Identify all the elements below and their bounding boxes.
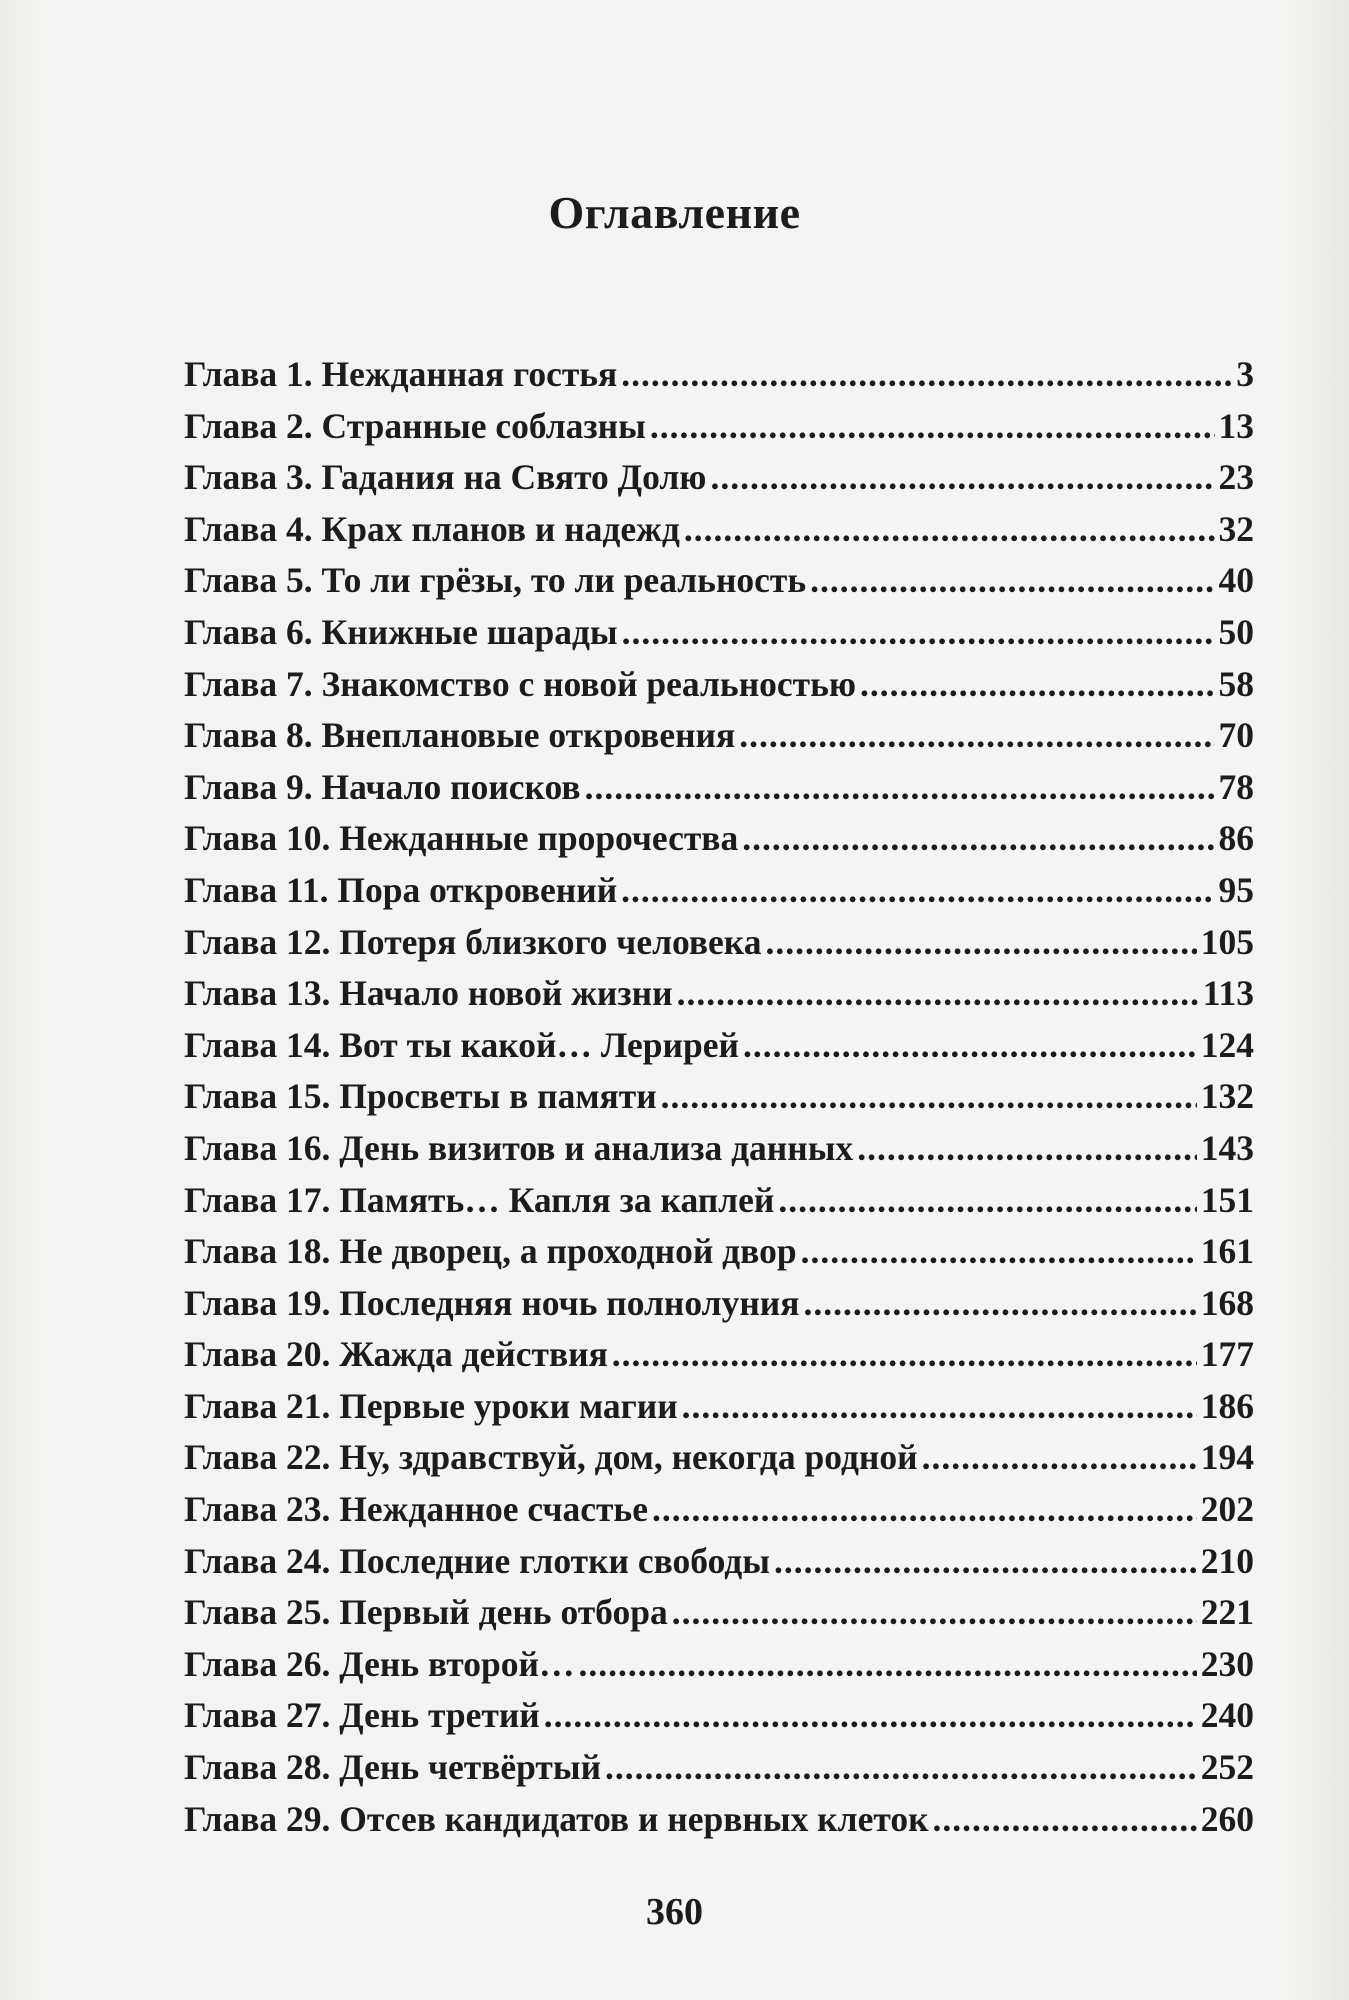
dot-leader	[605, 1746, 1197, 1782]
toc-entry-title: Глава 13. Начало новой жизни	[184, 973, 673, 1014]
toc-entry-page: 95	[1218, 869, 1254, 910]
dot-leader	[621, 869, 1214, 905]
toc-entry	[184, 766, 1254, 818]
toc-entry-title: Глава 22. Ну, здравствуй, дом, некогда родной	[184, 1437, 918, 1478]
toc-entry	[184, 972, 1254, 1024]
dot-leader	[933, 1798, 1197, 1834]
toc-entry-page: 86	[1218, 818, 1254, 859]
toc-entry-title: Глава 15. Просветы в памяти	[184, 1076, 657, 1117]
toc-entry-title: Глава 9. Начало поисков	[184, 766, 581, 807]
toc-entry	[184, 1024, 1254, 1076]
dot-leader	[743, 1024, 1197, 1060]
toc-entry-page: 40	[1218, 560, 1254, 601]
toc-entry-page: 58	[1218, 663, 1254, 704]
toc-entry-title: Глава 5. То ли грёзы, то ли реальность	[184, 560, 807, 601]
dot-leader	[857, 1127, 1197, 1163]
toc-entry-page: 105	[1200, 921, 1254, 962]
toc-entry-page: 132	[1200, 1076, 1254, 1117]
toc-entry-page: 230	[1200, 1643, 1254, 1684]
toc-entry	[184, 714, 1254, 766]
toc-entry-title: Глава 29. Отсев кандидатов и нервных клеток	[184, 1798, 929, 1839]
toc-entry-page: 50	[1218, 611, 1254, 652]
toc-entry	[184, 1179, 1254, 1231]
toc-entry	[184, 1643, 1254, 1695]
toc-entry-page: 221	[1200, 1592, 1254, 1633]
toc-entry-page: 13	[1218, 405, 1254, 446]
dot-leader	[544, 1694, 1197, 1730]
dot-leader	[742, 817, 1214, 853]
toc-entry-title: Глава 10. Нежданные пророчества	[184, 818, 739, 859]
dot-leader	[622, 611, 1215, 647]
toc-entry	[184, 611, 1254, 663]
dot-leader	[652, 1488, 1197, 1524]
toc-entry-page: 124	[1200, 1024, 1254, 1065]
dot-leader	[684, 508, 1215, 544]
toc-entry	[184, 1385, 1254, 1437]
dot-leader	[922, 1436, 1197, 1472]
toc-entry-title: Глава 21. Первые уроки магии	[184, 1385, 678, 1426]
dot-leader	[661, 1075, 1197, 1111]
dot-leader	[650, 405, 1215, 441]
toc-entry-page: 260	[1200, 1798, 1254, 1839]
toc-entry	[184, 1230, 1254, 1282]
toc-entry-page: 78	[1218, 766, 1254, 807]
toc-entry	[184, 1694, 1254, 1746]
toc-entry-title: Глава 23. Нежданное счастье	[184, 1489, 648, 1530]
toc-entry-page: 70	[1218, 715, 1254, 756]
dot-leader	[860, 663, 1215, 699]
toc-entry	[184, 1282, 1254, 1334]
toc-entry-title: Глава 17. Память… Капля за каплей	[184, 1179, 775, 1220]
toc-entry-title: Глава 16. День визитов и анализа данных	[184, 1127, 854, 1168]
toc-entry-title: Глава 14. Вот ты какой… Лерирей	[184, 1024, 739, 1065]
toc-entry-title: Глава 20. Жажда действия	[184, 1334, 608, 1375]
toc-entry-title: Глава 4. Крах планов и надежд	[184, 508, 680, 549]
toc-entry-page: 161	[1200, 1231, 1254, 1272]
toc-entry	[184, 1075, 1254, 1127]
dot-leader	[585, 766, 1215, 802]
toc-entry	[184, 817, 1254, 869]
toc-entry-page: 177	[1200, 1334, 1254, 1375]
page-number: 360	[646, 1891, 703, 1933]
toc-entry	[184, 1436, 1254, 1488]
toc-entry-page: 113	[1202, 973, 1254, 1014]
toc-entry-page: 23	[1218, 457, 1254, 498]
dot-leader	[710, 456, 1214, 492]
dot-leader	[672, 1591, 1197, 1627]
dot-leader	[810, 559, 1214, 595]
toc-entry-title: Глава 7. Знакомство с новой реальностью	[184, 663, 856, 704]
dot-leader	[682, 1385, 1197, 1421]
toc-entry	[184, 456, 1254, 508]
toc-entry	[184, 559, 1254, 611]
dot-leader	[778, 1179, 1196, 1215]
toc-entry	[184, 869, 1254, 921]
toc-entry-title: Глава 2. Странные соблазны	[184, 405, 646, 446]
toc-entry-page: 151	[1200, 1179, 1254, 1220]
toc-entry-title: Глава 11. Пора откровений	[184, 869, 618, 910]
toc-entry	[184, 508, 1254, 560]
toc-entry-page: 194	[1200, 1437, 1254, 1478]
dot-leader	[801, 1230, 1197, 1266]
dot-leader	[578, 1643, 1196, 1679]
toc-entry-title: Глава 6. Книжные шарады	[184, 611, 618, 652]
toc-entry-page: 202	[1200, 1489, 1254, 1530]
dot-leader	[765, 921, 1196, 957]
toc-entry	[184, 1798, 1254, 1850]
toc-entry	[184, 663, 1254, 715]
toc-entry-title: Глава 25. Первый день отбора	[184, 1592, 668, 1633]
toc-entry-page: 3	[1236, 354, 1254, 394]
toc-entry	[184, 1591, 1254, 1643]
toc-entry	[184, 1127, 1254, 1179]
toc-entry-page: 143	[1200, 1127, 1254, 1168]
toc-entry-title: Глава 1. Нежданная гостья	[184, 354, 618, 394]
toc-entry-title: Глава 12. Потеря близкого человека	[184, 921, 762, 962]
toc-entry	[184, 353, 1254, 405]
dot-leader	[621, 353, 1232, 389]
page-title: Оглавление	[548, 187, 801, 238]
dot-leader	[739, 714, 1214, 750]
dot-leader	[803, 1282, 1196, 1318]
toc-entry-title: Глава 3. Гадания на Свято Долю	[184, 457, 707, 498]
toc-entry-title: Глава 19. Последняя ночь полнолуния	[184, 1282, 800, 1323]
toc-entry	[184, 921, 1254, 973]
toc-entry-title: Глава 8. Внеплановые откровения	[184, 715, 736, 756]
toc-entry-page: 252	[1200, 1747, 1254, 1788]
toc-entry-page: 210	[1200, 1540, 1254, 1581]
toc-entry-title: Глава 27. День третий	[184, 1695, 540, 1736]
toc-entry-page: 168	[1200, 1282, 1254, 1323]
toc-entry-title: Глава 28. День четвёртый	[184, 1747, 602, 1788]
toc-entry-title: Глава 26. День второй…	[184, 1643, 575, 1684]
toc-entry-page: 32	[1218, 508, 1254, 549]
toc-entry-title: Глава 18. Не дворец, а проходной двор	[184, 1231, 797, 1272]
dot-leader	[677, 972, 1199, 1008]
toc-entry-page: 240	[1200, 1695, 1254, 1736]
toc-entry	[184, 1333, 1254, 1385]
table-of-contents	[184, 353, 1254, 1849]
toc-entry-page: 186	[1200, 1385, 1254, 1426]
toc-entry	[184, 405, 1254, 457]
dot-leader	[774, 1540, 1197, 1576]
toc-entry	[184, 1540, 1254, 1592]
toc-entry	[184, 1746, 1254, 1798]
toc-entry	[184, 1488, 1254, 1540]
dot-leader	[612, 1333, 1197, 1369]
toc-entry-title: Глава 24. Последние глотки свободы	[184, 1540, 770, 1581]
